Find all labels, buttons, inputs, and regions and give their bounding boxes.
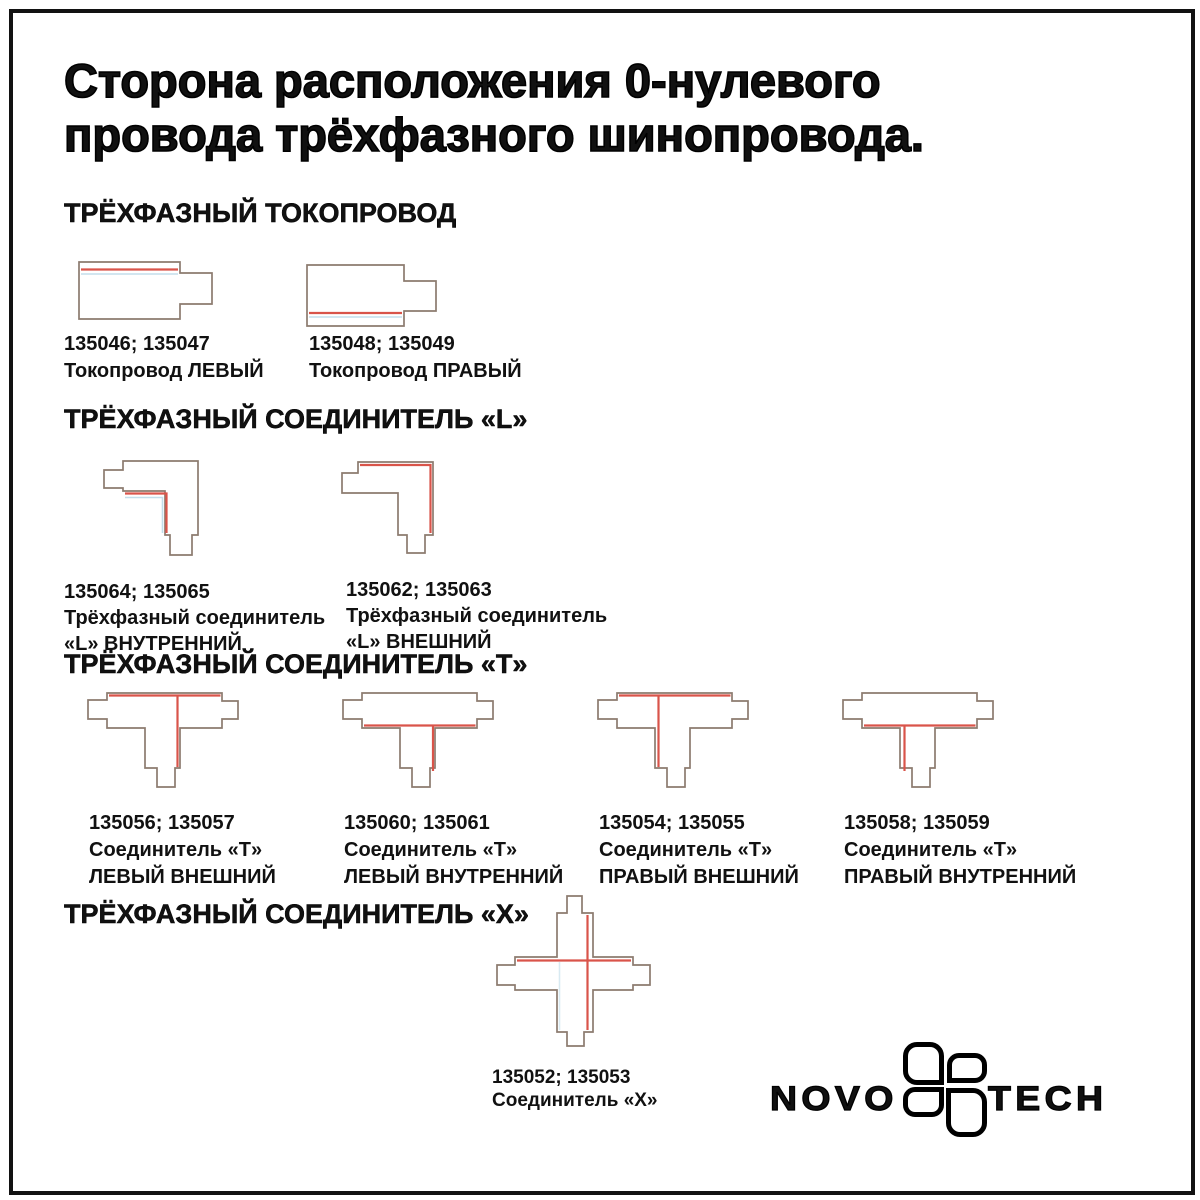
label-line-variant: «L» ВНЕШНИЙ [346,631,492,653]
label-connector-t-left-external [89,810,276,891]
label-line-codes: 135052; 135053 [492,1067,631,1088]
label-line-name: Соединитель «Т» [599,839,773,861]
diagram-connector-x [497,896,650,1046]
logo-text-tech: TECH [988,1080,1108,1118]
connector-l-internal-outline [104,461,198,555]
page-title-line1: Сторона расположения 0-нулевого [64,54,881,107]
connector-t1-outline [88,693,238,787]
diagram-connector-t-left-external [88,693,238,787]
label-connector-t-right-internal [844,810,1076,891]
label-line-name: Токопровод ПРАВЫЙ [309,360,522,382]
section-heading-connector-x: ТРЁХФАЗНЫЙ СОЕДИНИТЕЛЬ «Х» [64,899,529,929]
label-line-variant: ЛЕВЫЙ ВНУТРЕННИЙ [344,866,564,888]
diagram-connector-t-right-internal [843,693,993,787]
label-line-variant: ПРАВЫЙ ВНУТРЕННИЙ [844,866,1077,888]
connector-x-neutral-line [517,915,631,1030]
connector-t4-outline [843,693,993,787]
label-line-codes: 135046; 135047 [64,333,210,355]
label-line-variant: ЛЕВЫЙ ВНЕШНИЙ [89,866,276,888]
label-connector-t-left-internal [344,810,563,891]
connector-l-external-neutral-line [360,465,431,533]
section-heading-tokoprovod: ТРЁХФАЗНЫЙ ТОКОПРОВОД [64,198,457,228]
connector-t3-outline [598,693,748,787]
diagram-connector-t-left-internal [343,693,493,787]
flower-petal-sw [903,1087,944,1117]
diagram-tokoprovod-left [79,262,212,319]
novotech-flower-icon [903,1042,987,1138]
label-line-codes: 135048; 135049 [309,333,455,355]
connector-t2-neutral-line [364,726,476,772]
label-connector-l-external [346,577,607,655]
label-line-codes: 135054; 135055 [599,812,745,834]
label-line-variant: «L» ВНУТРЕННИЙ [64,633,242,655]
label-line-name: Соединитель «Т» [844,839,1018,861]
label-connector-x [492,1066,658,1112]
label-line-name: Токопровод ЛЕВЫЙ [64,360,264,382]
label-line-codes: 135056; 135057 [89,812,235,834]
connector-l-internal-neutral-line [125,494,167,534]
connector-t3-neutral-line [619,696,731,768]
section-heading-connector-l: ТРЁХФАЗНЫЙ СОЕДИНИТЕЛЬ «L» [64,404,528,434]
label-line-name: Трёхфазный соединитель [64,607,326,629]
diagram-tokoprovod-right [307,265,436,326]
page-title-line2: провода трёхфазного шинопровода. [64,108,924,161]
connector-t4-neutral-line [864,726,976,772]
flower-petal-se [946,1088,987,1137]
label-tokoprovod-left [64,331,264,385]
label-line-codes: 135064; 135065 [64,581,210,603]
diagram-connector-l-external [342,462,433,553]
connector-t2-outline [343,693,493,787]
label-line-name: Соединитель «Т» [344,839,518,861]
label-line-variant: ПРАВЫЙ ВНЕШНИЙ [599,866,799,888]
flower-petal-ne [947,1053,987,1083]
label-line-codes: 135058; 135059 [844,812,990,834]
connector-x-outline [497,896,650,1046]
label-connector-l-internal [64,579,325,657]
label-line-name: Соединитель «Т» [89,839,263,861]
connector-t1-neutral-line [109,696,221,768]
connector-l-external-outline [342,462,433,553]
diagram-connector-t-right-external [598,693,748,787]
flower-petal-nw [903,1042,944,1085]
label-line-name: Соединитель «Х» [492,1090,658,1111]
label-line-codes: 135062; 135063 [346,579,492,601]
connector-l-internal-phase-line [125,498,163,534]
label-line-name: Трёхфазный соединитель [346,605,608,627]
section-heading-connector-t: ТРЁХФАЗНЫЙ СОЕДИНИТЕЛЬ «Т» [64,649,528,679]
label-connector-t-right-external [599,810,799,891]
diagram-connector-l-internal [104,461,198,555]
label-line-codes: 135060; 135061 [344,812,490,834]
label-tokoprovod-right [309,331,522,385]
logo-text-novo: NOVO [770,1080,898,1118]
